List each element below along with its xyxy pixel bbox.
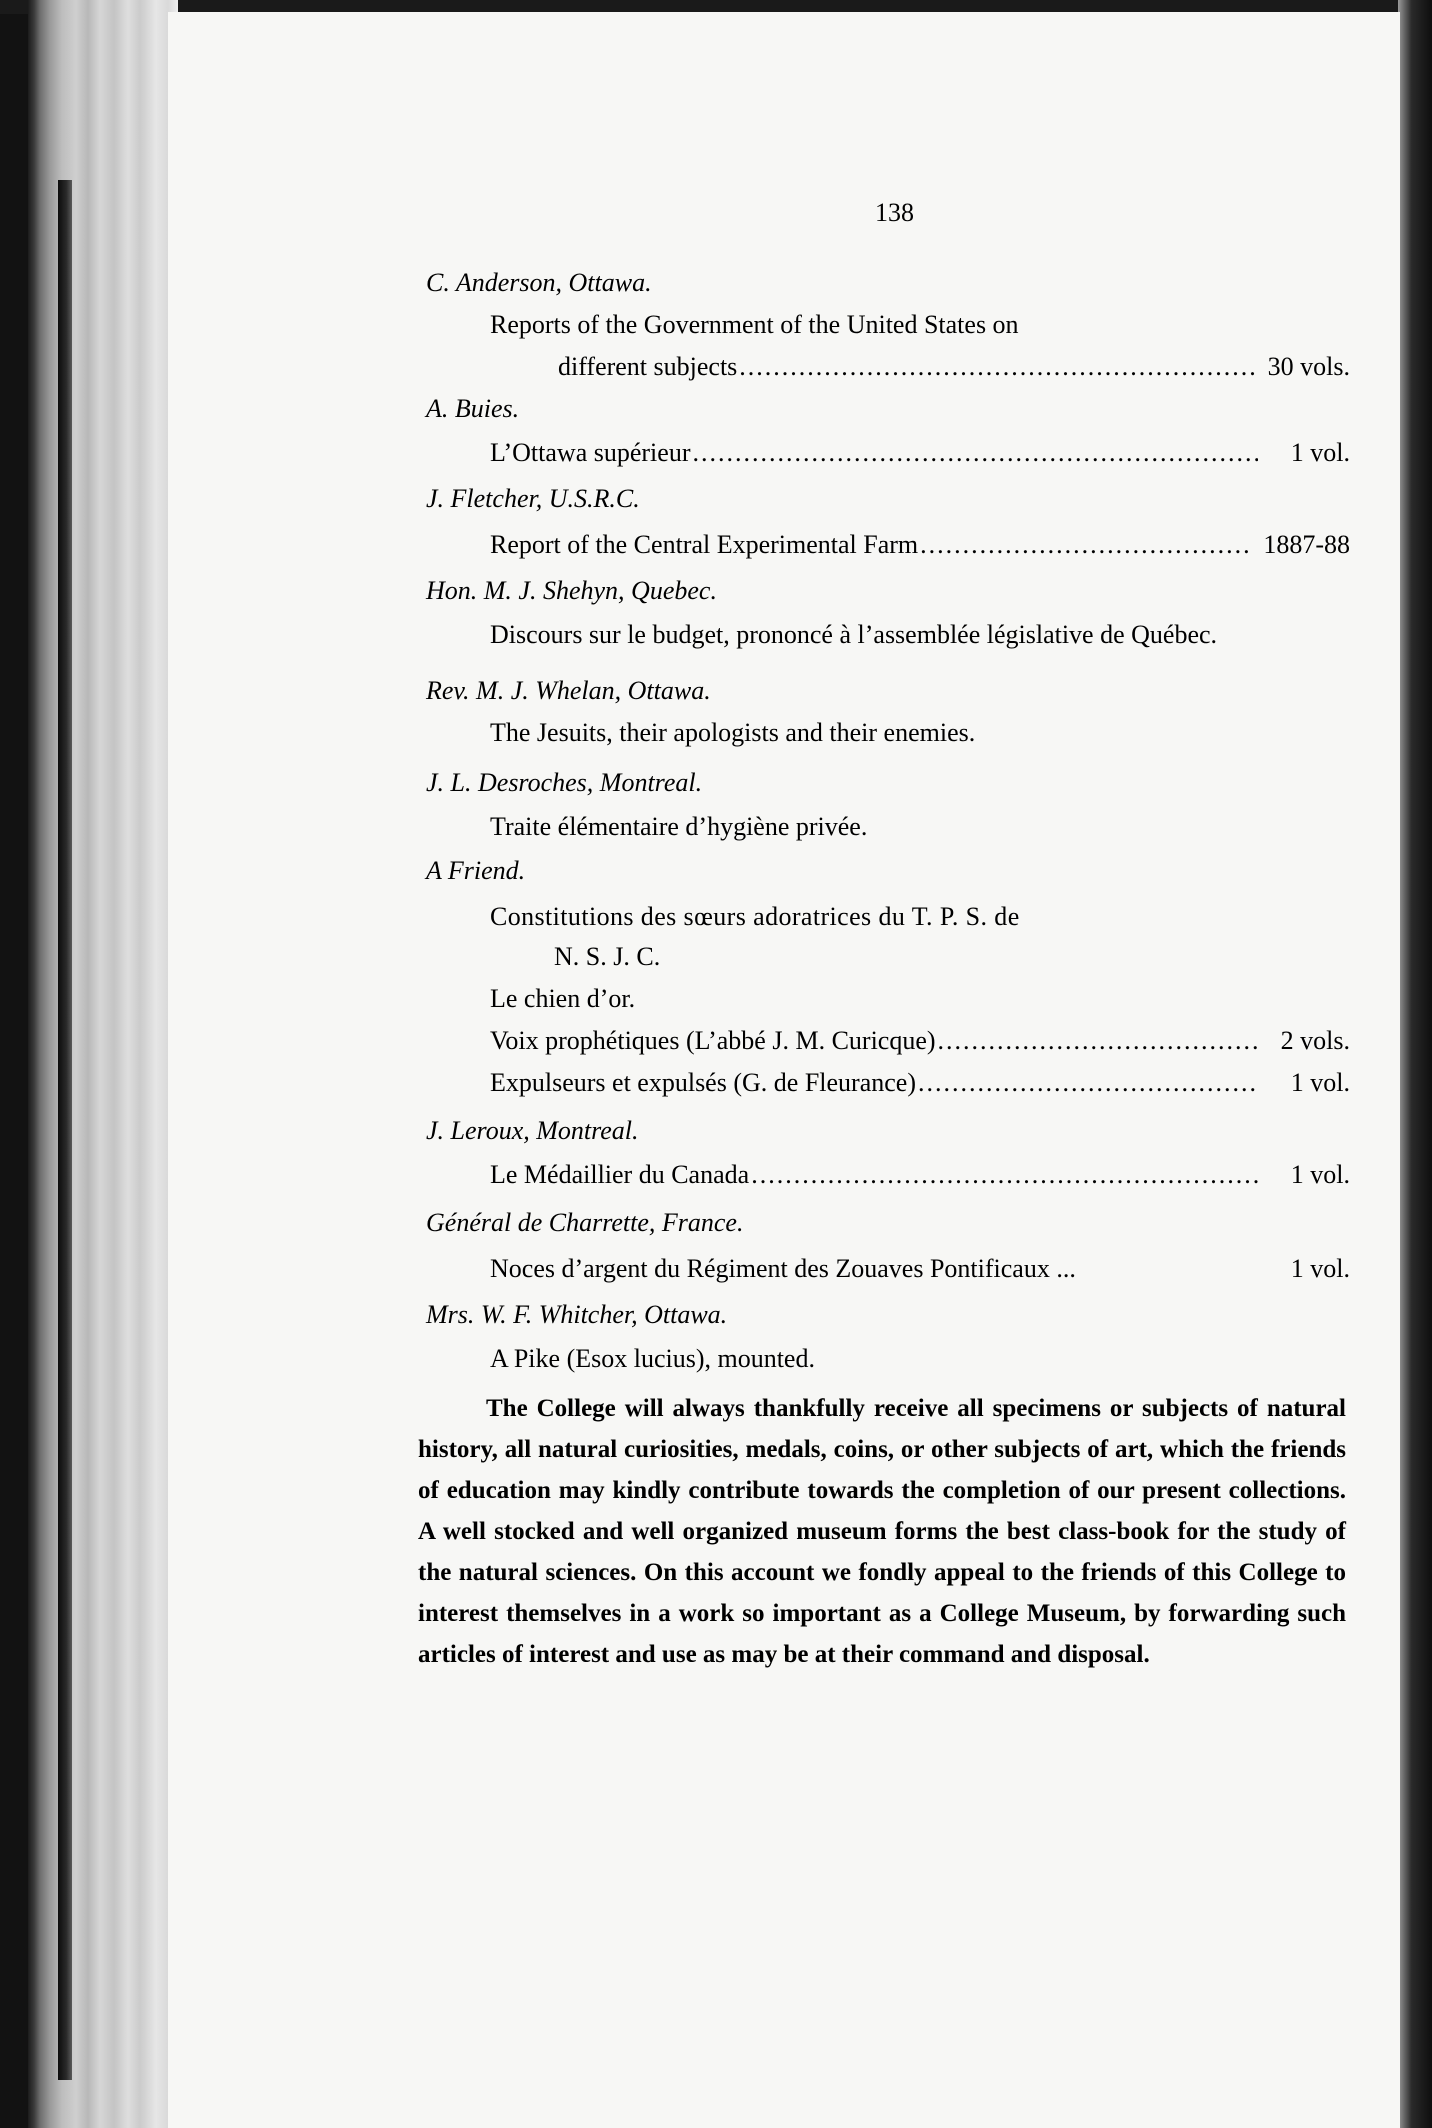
donor-name: J. L. Desroches, Montreal. xyxy=(426,768,703,797)
closing-paragraph: The College will always thankfully receive all specimens or subjects of natural history, all natural curiosities, medals, coins, or other subjects of art, which the friends of education may kindly contribute towards the completion of our present collections. A well stocked and well organized museum forms the best class-book for the study of the natural sciences. On this account we fondly appeal to the friends of this College to interest themselves in a work so important as a College Museum, by forwarding such articles of interest and use as may be at their command and disposal. xyxy=(418,1395,1346,1668)
list-item xyxy=(258,614,1350,654)
item-title: L’Ottawa supérieur xyxy=(490,438,691,467)
leader-dots xyxy=(920,524,1251,565)
list-item xyxy=(258,896,1350,936)
item-title: Constitutions des sœurs adoratrices du T. P. S. de xyxy=(490,902,1020,931)
donor-name: Mrs. W. F. Whitcher, Ottawa. xyxy=(426,1300,728,1329)
item-title: A Pike (Esox lucius), mounted. xyxy=(490,1344,815,1373)
item-quantity: 30 vols. xyxy=(1267,352,1350,381)
item-quantity: 1 vol. xyxy=(1290,438,1350,467)
item-title: different subjects xyxy=(558,352,738,381)
item-quantity: 1887-88 xyxy=(1263,530,1350,559)
list-item xyxy=(258,1338,1350,1378)
list-item xyxy=(258,432,1350,472)
item-title: Voix prophétiques (L’abbé J. M. Curicque) xyxy=(490,1026,936,1055)
list-item xyxy=(258,978,1350,1018)
item-title: Traite élémentaire d’hygiène privée. xyxy=(490,812,868,841)
donor-name: J. Leroux, Montreal. xyxy=(426,1116,639,1145)
list-item xyxy=(258,1248,1350,1288)
item-quantity: 1 vol. xyxy=(1290,1068,1350,1097)
list-item xyxy=(258,1154,1350,1194)
list-item xyxy=(258,936,1350,976)
item-title: Report of the Central Experimental Farm xyxy=(490,530,919,559)
donor-name: J. Fletcher, U.S.R.C. xyxy=(426,484,640,513)
item-quantity: 1 vol. xyxy=(1290,1254,1350,1283)
list-item xyxy=(258,304,1350,344)
item-title: Discours sur le budget, prononcé à l’assemblée législative de Québec. xyxy=(490,620,1218,649)
item-title: Le chien d’or. xyxy=(490,984,636,1013)
donor-name: Hon. M. J. Shehyn, Quebec. xyxy=(426,576,717,605)
donor-name: A. Buies. xyxy=(426,394,520,423)
book-gutter xyxy=(28,0,178,2128)
list-item xyxy=(258,524,1350,564)
item-title: Expulseurs et expulsés (G. de Fleurance) xyxy=(490,1068,916,1097)
item-title: Le Médaillier du Canada xyxy=(490,1160,750,1189)
donor-name: Général de Charrette, France. xyxy=(426,1208,744,1237)
scan-right-edge xyxy=(1398,0,1432,2128)
donor-name: A Friend. xyxy=(426,856,526,885)
list-item xyxy=(258,346,1350,386)
item-title: Reports of the Government of the United States on xyxy=(490,310,1019,339)
leader-dots xyxy=(938,1020,1258,1061)
list-item xyxy=(258,1020,1350,1060)
leader-dots xyxy=(918,1062,1258,1103)
list-item xyxy=(258,712,1350,752)
list-item xyxy=(258,806,1350,846)
item-quantity: 2 vols. xyxy=(1280,1026,1350,1055)
item-quantity: 1 vol. xyxy=(1290,1160,1350,1189)
page-number: 138 xyxy=(875,198,914,227)
leader-dots xyxy=(751,1154,1258,1195)
item-title: N. S. J. C. xyxy=(554,942,661,971)
list-item xyxy=(258,1062,1350,1102)
donor-name: Rev. M. J. Whelan, Ottawa. xyxy=(426,676,711,705)
leader-dots xyxy=(739,346,1255,387)
donor-name: C. Anderson, Ottawa. xyxy=(426,268,652,297)
item-title: The Jesuits, their apologists and their enemies. xyxy=(490,718,976,747)
gutter-shadow xyxy=(58,180,72,2080)
leader-dots xyxy=(692,432,1258,473)
item-title: Noces d’argent du Régiment des Zouaves Pontificaux ... xyxy=(490,1254,1076,1283)
